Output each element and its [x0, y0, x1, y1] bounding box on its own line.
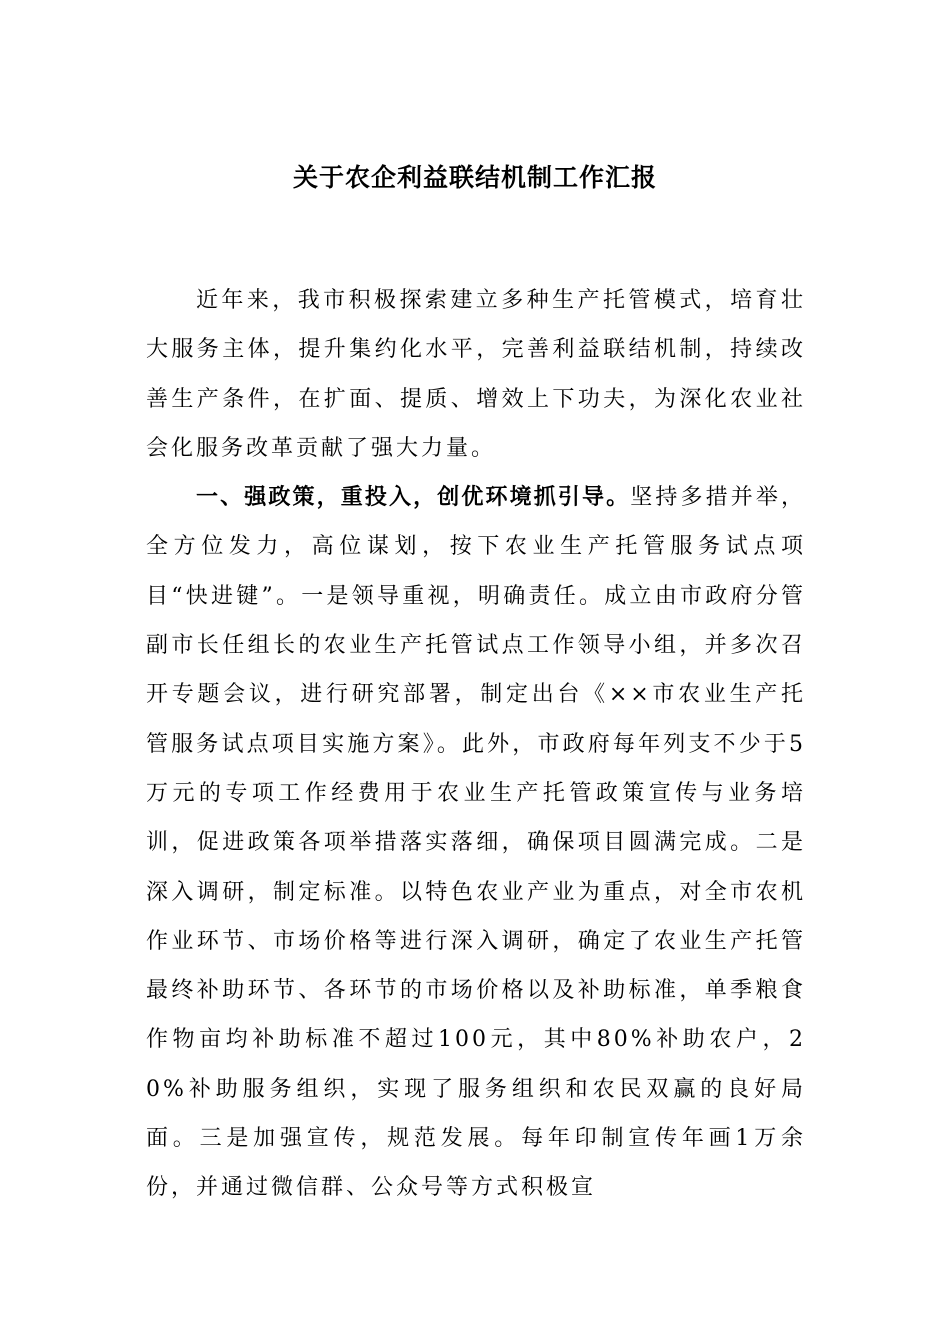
- document-title: 关于农企利益联结机制工作汇报: [292, 163, 657, 192]
- document-body: [146, 276, 806, 1213]
- paragraph-text: 坚持多措并举，全方位发力，高位谋划，按下农业生产托管服务试点项目“快进键”。一是领导重视，明确责任。成立由市政府分管副市长任组长的农业生产托管试点工作领导小组，并多次召开专题会议，进行研究部署，制定出台《××市农业生产托管服务试点项目实施方案》。此外，市政府每年列支不少于5万元的专项工作经费用于农业生产托管政策宣传与业务培训，促进政策各项举措落实落细，确保项目圆满完成。二是深入调研，制定标准。以特色农业产业为重点，对全市农机作业环节、市场价格等进行深入调研，确定了农业生产托管最终补助环节、各环节的市场价格以及补助标准，单季粮食作物亩均补助标准不超过100元，其中80%补助农户，20%补助服务组织，实现了服务组织和农民双赢的良好局面。三是加强宣传，规范发展。每年印制宣传年画1万余份，并通过微信群、公众号等方式积极宣: [146, 485, 806, 1201]
- section-heading: 一、强政策，重投入，创优环境抓引导。: [196, 485, 631, 511]
- paragraph-intro: [146, 276, 806, 473]
- paragraph-section-one: [146, 473, 806, 1212]
- paragraph-text: 近年来，我市积极探索建立多种生产托管模式，培育壮大服务主体，提升集约化水平，完善利益联结机制，持续改善生产条件，在扩面、提质、增效上下功夫，为深化农业社会化服务改革贡献了强大力量。: [146, 288, 806, 461]
